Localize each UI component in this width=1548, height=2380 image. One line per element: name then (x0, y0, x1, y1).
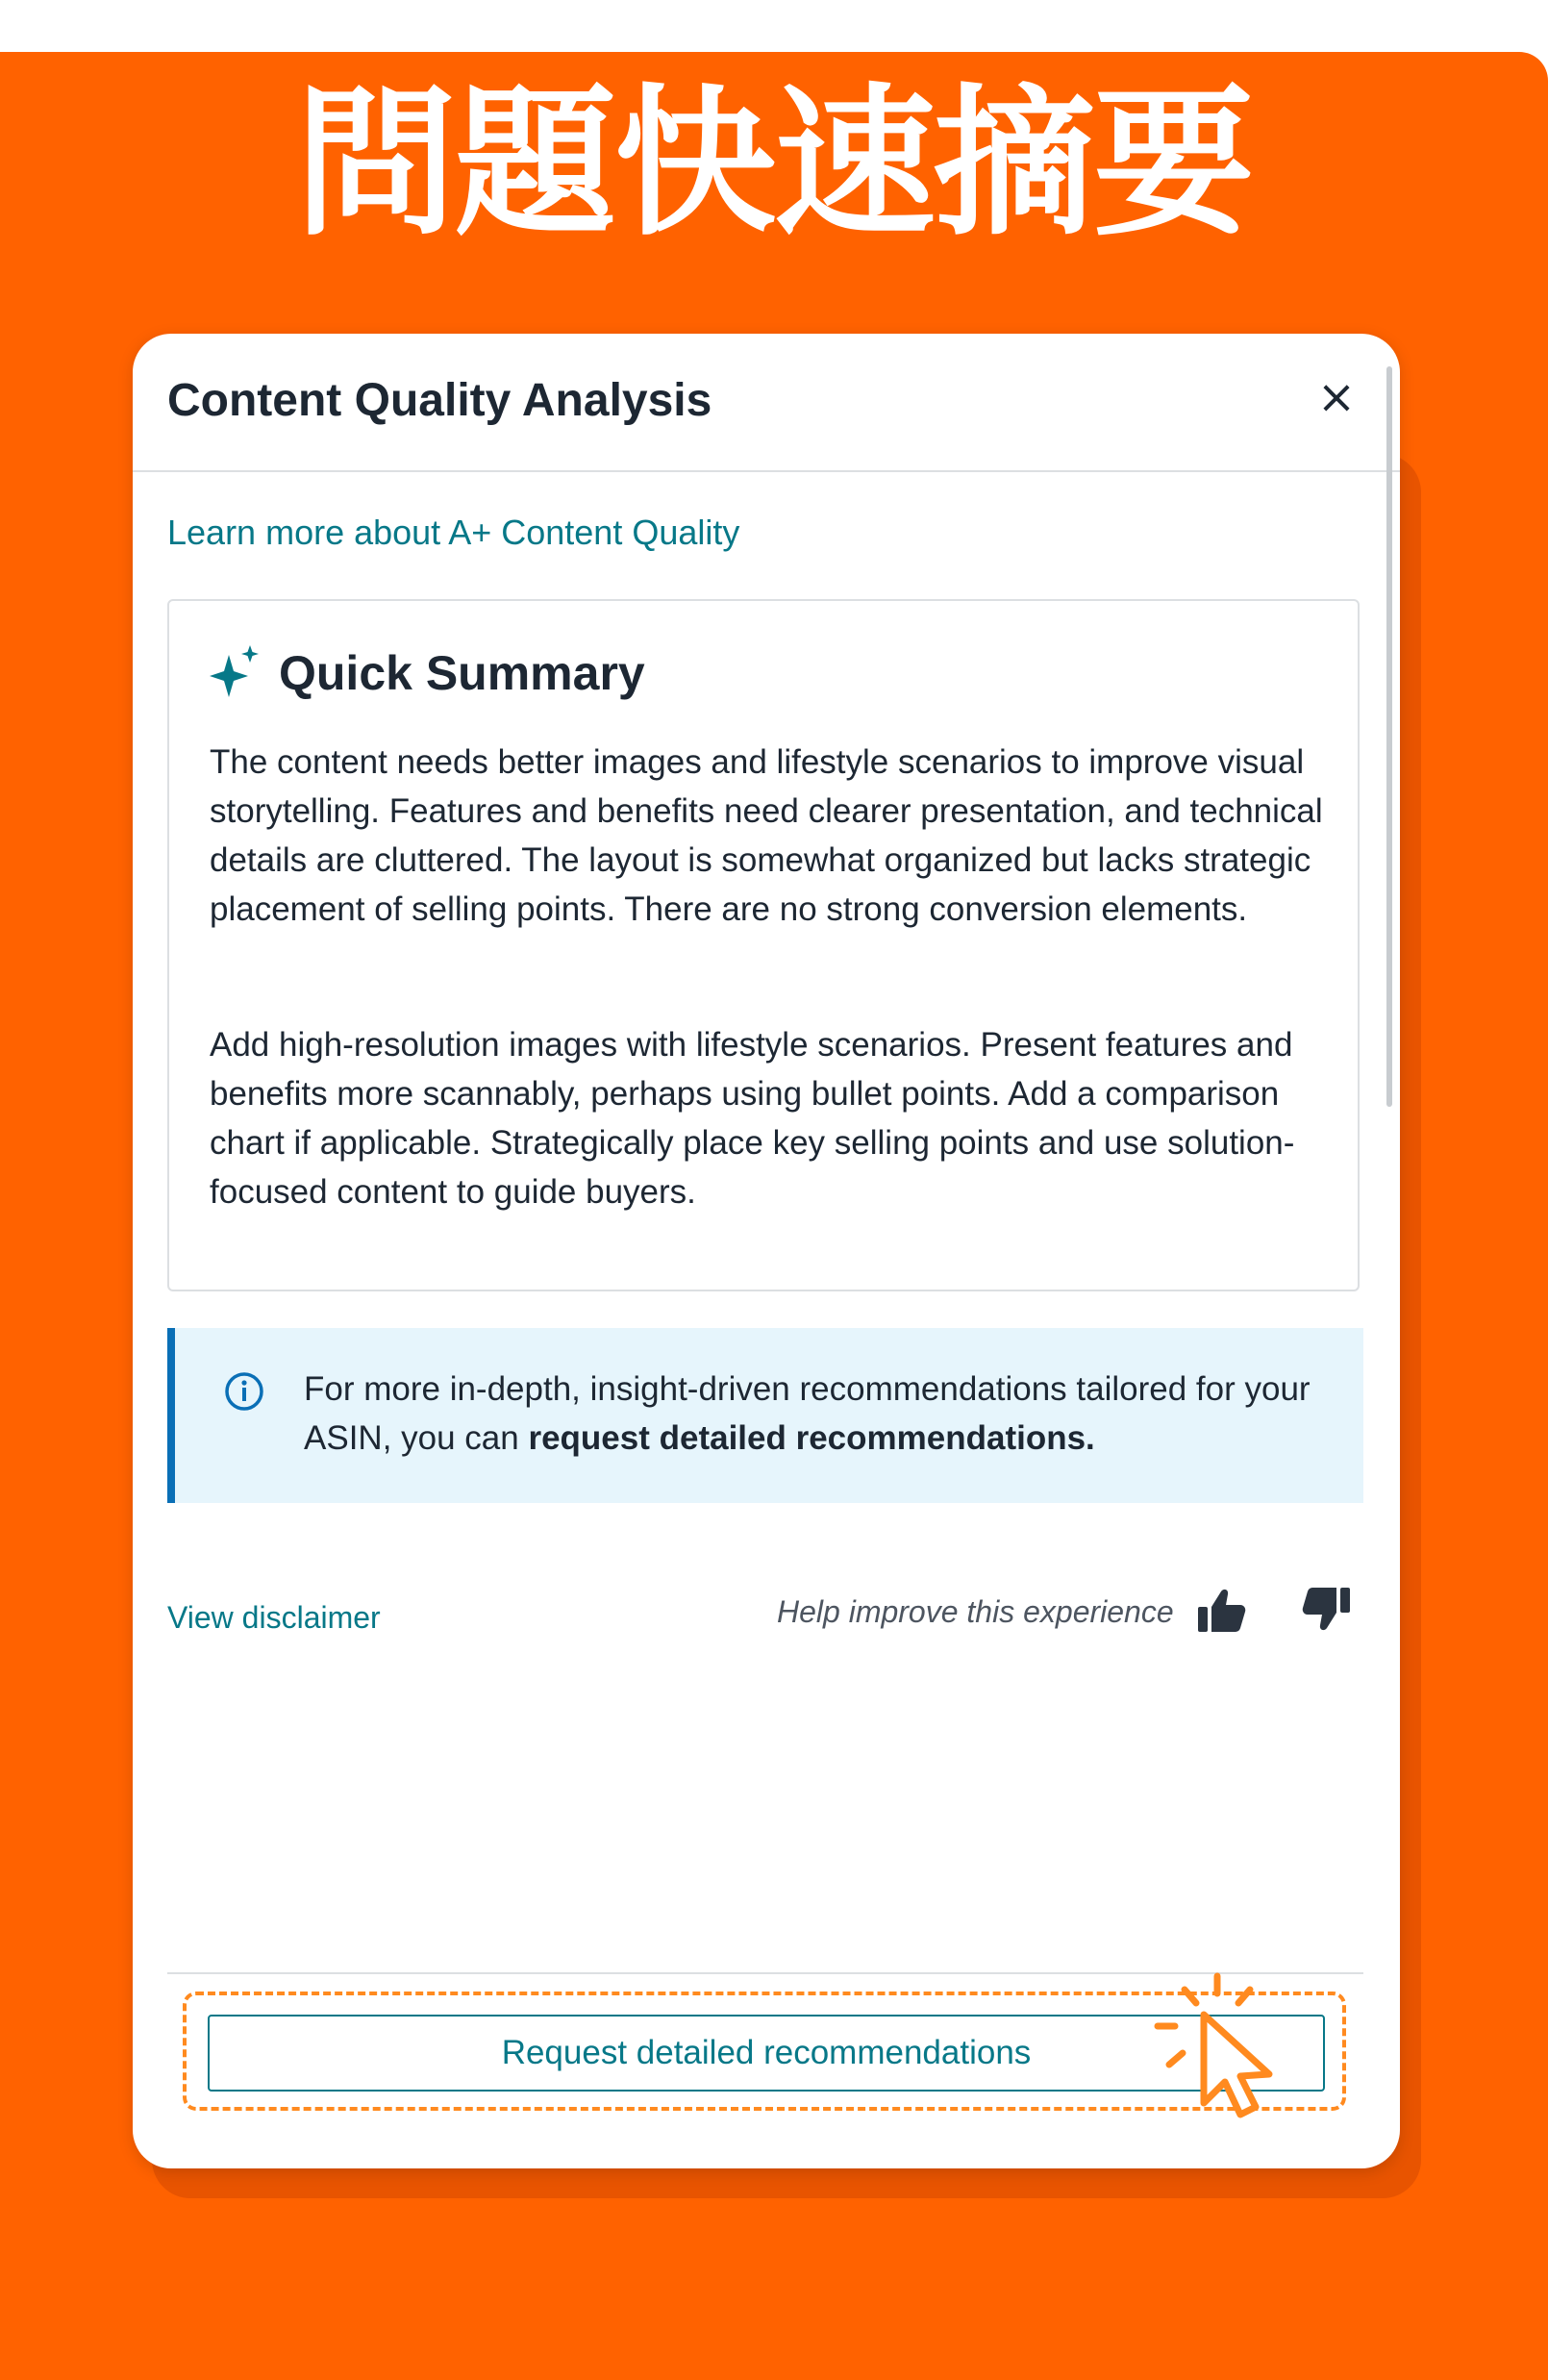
info-text (304, 1365, 1323, 1463)
thumbs-down-icon[interactable] (1300, 1582, 1354, 1636)
scrollbar[interactable] (1386, 366, 1392, 1107)
view-disclaimer-link[interactable]: View disclaimer (167, 1600, 381, 1635)
summary-title: Quick Summary (279, 646, 645, 700)
modal-title: Content Quality Analysis (167, 375, 712, 426)
summary-paragraph: The content needs better images and lifestyle scenarios to improve visual storytelling. Features and benefits need clearer presentation, and technical details are cluttered. The layout is somewhat organized but lacks strategic placement of selling points. There are no strong conversion elements. (210, 743, 1323, 928)
modal-header (133, 334, 1400, 472)
feedback-prompt: Help improve this experience (777, 1594, 1174, 1629)
info-text-bold: request detailed recommendations. (528, 1419, 1095, 1457)
close-icon[interactable]: × (1316, 370, 1357, 424)
content-quality-modal (133, 334, 1400, 2168)
sparkle-icon (208, 643, 265, 701)
info-text-prefix: For more in-depth, insight-driven recommendations tailored for your ASIN, you can (304, 1370, 1311, 1457)
quick-summary-card (167, 599, 1360, 1291)
info-alert (167, 1328, 1363, 1503)
thumbs-up-icon[interactable] (1194, 1584, 1248, 1638)
request-recommendations-button[interactable]: Request detailed recommendations (208, 2015, 1325, 2092)
click-cursor-icon (1133, 1968, 1315, 2151)
summary-paragraph: Add high-resolution images with lifestyle scenarios. Present features and benefits more scannably, perhaps using bullet points. Add a comparison chart if applicable. Strategically place key selling points and use solution-focused content to guide buyers. (210, 1026, 1295, 1211)
info-icon (223, 1370, 265, 1413)
banner-headline: 問題快速摘要 (295, 69, 1253, 258)
learn-more-link[interactable]: Learn more about A+ Content Quality (167, 513, 740, 552)
